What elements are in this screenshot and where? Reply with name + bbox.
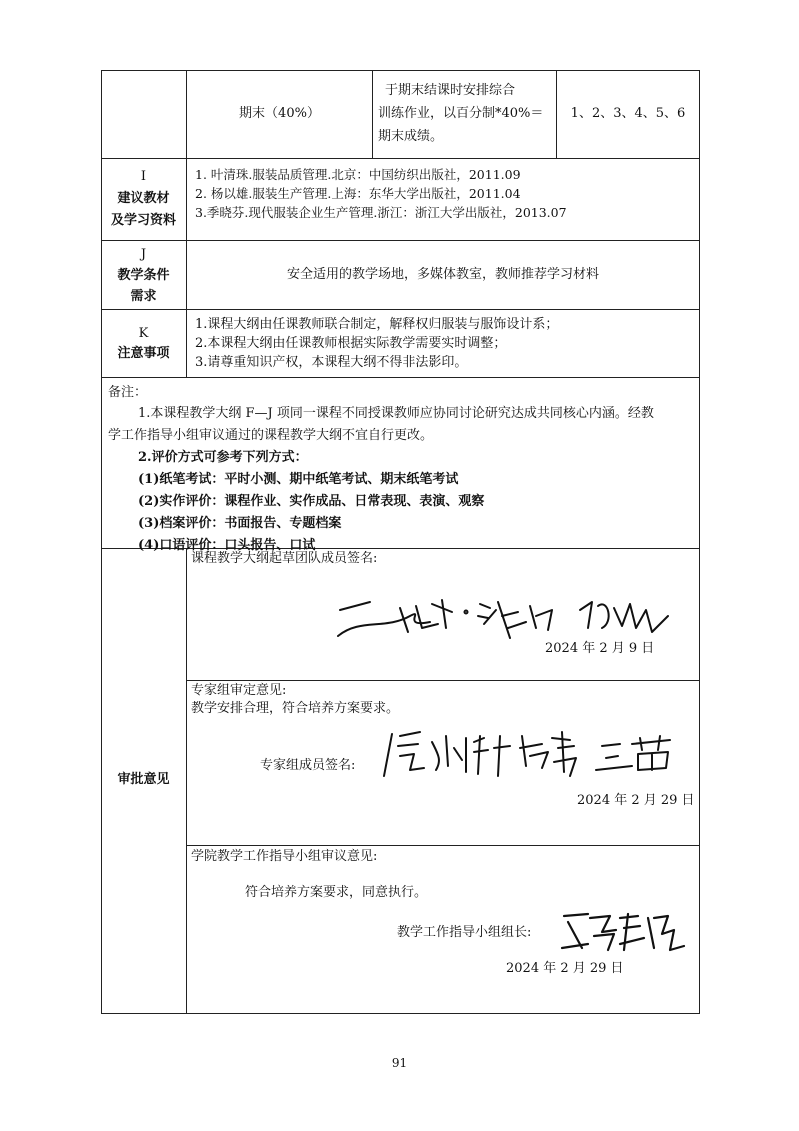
final-exam-targets: 1、2、3、4、5、6	[570, 106, 686, 121]
section-j-title-2: 需求	[130, 289, 157, 304]
evaluation-item: (4)口语评价：口头报告、口试	[138, 538, 316, 553]
notice-item: 3.请尊重知识产权，本课程大纲不得非法影印。	[195, 355, 468, 370]
final-desc-line-2: 训练作业，以百分制*40%＝	[378, 106, 544, 121]
textbook-item: 1. 叶清珠.服装品质管理.北京：中国纺织出版社，2011.09	[195, 167, 521, 182]
section-j-title-1: 教学条件	[117, 268, 170, 283]
evaluation-item: (3)档案评价：书面报告、专题档案	[138, 516, 342, 531]
section-k-title: 注意事项	[117, 346, 170, 361]
textbook-list	[195, 165, 567, 222]
final-exam-description	[378, 79, 554, 148]
section-k-letter: K	[138, 326, 149, 341]
expert-date: 2024 年 2 月 29 日	[577, 793, 695, 808]
college-sign-label: 教学工作指导小组组长:	[397, 925, 532, 940]
section-i-letter: I	[140, 169, 147, 184]
remarks-paragraph-line-1: 1.本课程教学大纲 F—J 项同一课程不同授课教师应协同讨论研究达成共同核心内涵。经教	[138, 406, 654, 421]
notes-list	[195, 315, 558, 372]
expert-signatures	[370, 726, 690, 786]
college-opinion: 符合培养方案要求，同意执行。	[245, 885, 428, 900]
remarks-paragraph-line-2: 学工作指导小组审议通过的课程教学大纲不宜自行更改。	[108, 428, 434, 443]
section-j-letter: J	[140, 247, 147, 262]
section-i-title-2: 及学习资料	[110, 213, 176, 228]
final-desc-line-3: 期末成绩。	[378, 129, 444, 144]
expert-sign-label: 专家组成员签名:	[260, 758, 356, 773]
evaluation-title: 2.评价方式可参考下列方式：	[138, 450, 308, 465]
section-k-label	[101, 324, 186, 364]
page-number: 91	[391, 1056, 408, 1070]
section-i-title-1: 建议教材	[117, 191, 170, 206]
drafting-team-title: 课程教学大纲起草团队成员签名:	[191, 551, 378, 566]
expert-opinion: 教学安排合理，符合培养方案要求。	[191, 701, 400, 716]
final-desc-line-1: 于期末结课时安排综合	[385, 83, 516, 98]
remarks-block	[108, 382, 694, 557]
textbook-item: 2. 杨以雄.服装生产管理.上海：东华大学出版社，2011.04	[195, 186, 521, 201]
evaluation-item: (2)实作评价：课程作业、实作成品、日常表现、表演、观察	[138, 494, 485, 509]
evaluation-item: (1)纸笔考试：平时小测、期中纸笔考试、期末纸笔考试	[138, 472, 459, 487]
notice-item: 1.课程大纲由任课教师联合制定，解释权归服装与服饰设计系；	[195, 317, 559, 332]
approval-label: 审批意见	[117, 772, 170, 787]
section-j-label	[101, 244, 186, 307]
group-leader-signature	[558, 908, 688, 958]
drafting-team-signature	[330, 588, 670, 648]
college-date: 2024 年 2 月 29 日	[506, 961, 624, 976]
drafting-date: 2024 年 2 月 9 日	[545, 641, 655, 656]
final-exam-label: 期末（40%）	[239, 106, 320, 121]
teaching-conditions: 安全适用的教学场地，多媒体教室，教师推荐学习材料	[286, 267, 599, 282]
college-title: 学院教学工作指导小组审议意见:	[191, 849, 378, 864]
notice-item: 2.本课程大纲由任课教师根据实际教学需要实时调整；	[195, 336, 507, 351]
section-i-label	[101, 166, 186, 232]
expert-title: 专家组审定意见:	[191, 683, 287, 698]
textbook-item: 3.季晓芬.现代服装企业生产管理.浙江：浙江大学出版社，2013.07	[195, 205, 567, 220]
remarks-title: 备注：	[108, 385, 148, 400]
